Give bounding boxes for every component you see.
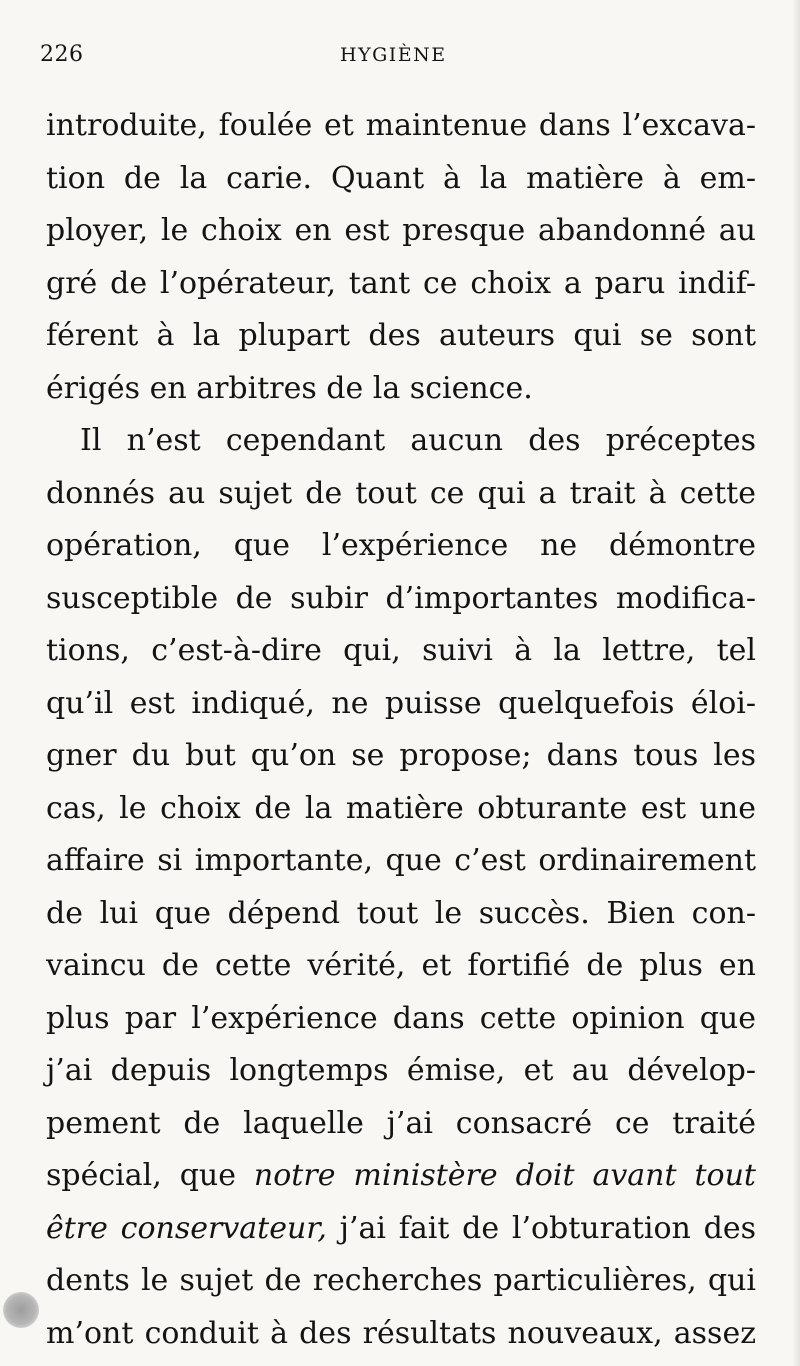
mixed-italic-line xyxy=(46,1203,756,1256)
text-line: érigés en arbitres de la science. xyxy=(46,370,533,406)
text-line: ployer, le choix en est presque abandonné au xyxy=(46,213,756,248)
text-line: plus par l’expérience dans cette opinion que xyxy=(46,1000,756,1036)
body-text xyxy=(46,100,756,1360)
page-header xyxy=(40,42,760,72)
text-line: affaire si importante, que c’est ordinairement xyxy=(46,843,756,878)
text-line: donnés au sujet de tout ce qui a trait à cette xyxy=(46,475,756,511)
text-line: vaincu de cette vérité, et fortifié de plus en xyxy=(46,948,756,983)
mixed-italic-line xyxy=(46,1150,756,1203)
paragraph-start-line: Il n’est cependant aucun des préceptes xyxy=(80,423,756,458)
text-segment: spécial, que xyxy=(46,1158,236,1193)
text-line: tions, c’est-à-dire qui, suivi à la lettre, tel xyxy=(46,633,756,668)
text-line: susceptible de subir d’importantes modifica- xyxy=(46,580,756,616)
italic-phrase: être conservateur, xyxy=(46,1210,327,1246)
page-number: 226 xyxy=(40,42,84,67)
thumb-smudge xyxy=(3,1292,39,1328)
text-segment: j’ai fait de l’obturation des xyxy=(339,1210,756,1246)
italic-phrase: notre ministère doit avant tout xyxy=(253,1158,756,1193)
text-line: de lui que dépend tout le succès. Bien con- xyxy=(46,895,756,931)
running-title: HYGIÈNE xyxy=(340,44,447,66)
text-line: tion de la carie. Quant à la matière à em- xyxy=(46,160,756,196)
text-line: gner du but qu’on se propose; dans tous les xyxy=(46,738,756,773)
text-line: opération, que l’expérience ne démontre xyxy=(46,528,756,563)
text-line: m’ont conduit à des résultats nouveaux, assez xyxy=(46,1315,756,1351)
text-line: qu’il est indiqué, ne puisse quelquefois éloi- xyxy=(46,685,756,721)
text-line: gré de l’opérateur, tant ce choix a paru indif- xyxy=(46,265,756,301)
text-line: pement de laquelle j’ai consacré ce traité xyxy=(46,1105,756,1141)
text-line: cas, le choix de la matière obturante est une xyxy=(46,790,756,826)
text-line: introduite, foulée et maintenue dans l’excava- xyxy=(46,108,756,143)
page-edge-shadow xyxy=(792,0,800,1366)
text-line: j’ai depuis longtemps émise, et au dévelop- xyxy=(46,1053,756,1088)
text-line: férent à la plupart des auteurs qui se sont xyxy=(46,318,756,353)
text-line: dents le sujet de recherches particulières, qui xyxy=(46,1263,756,1298)
